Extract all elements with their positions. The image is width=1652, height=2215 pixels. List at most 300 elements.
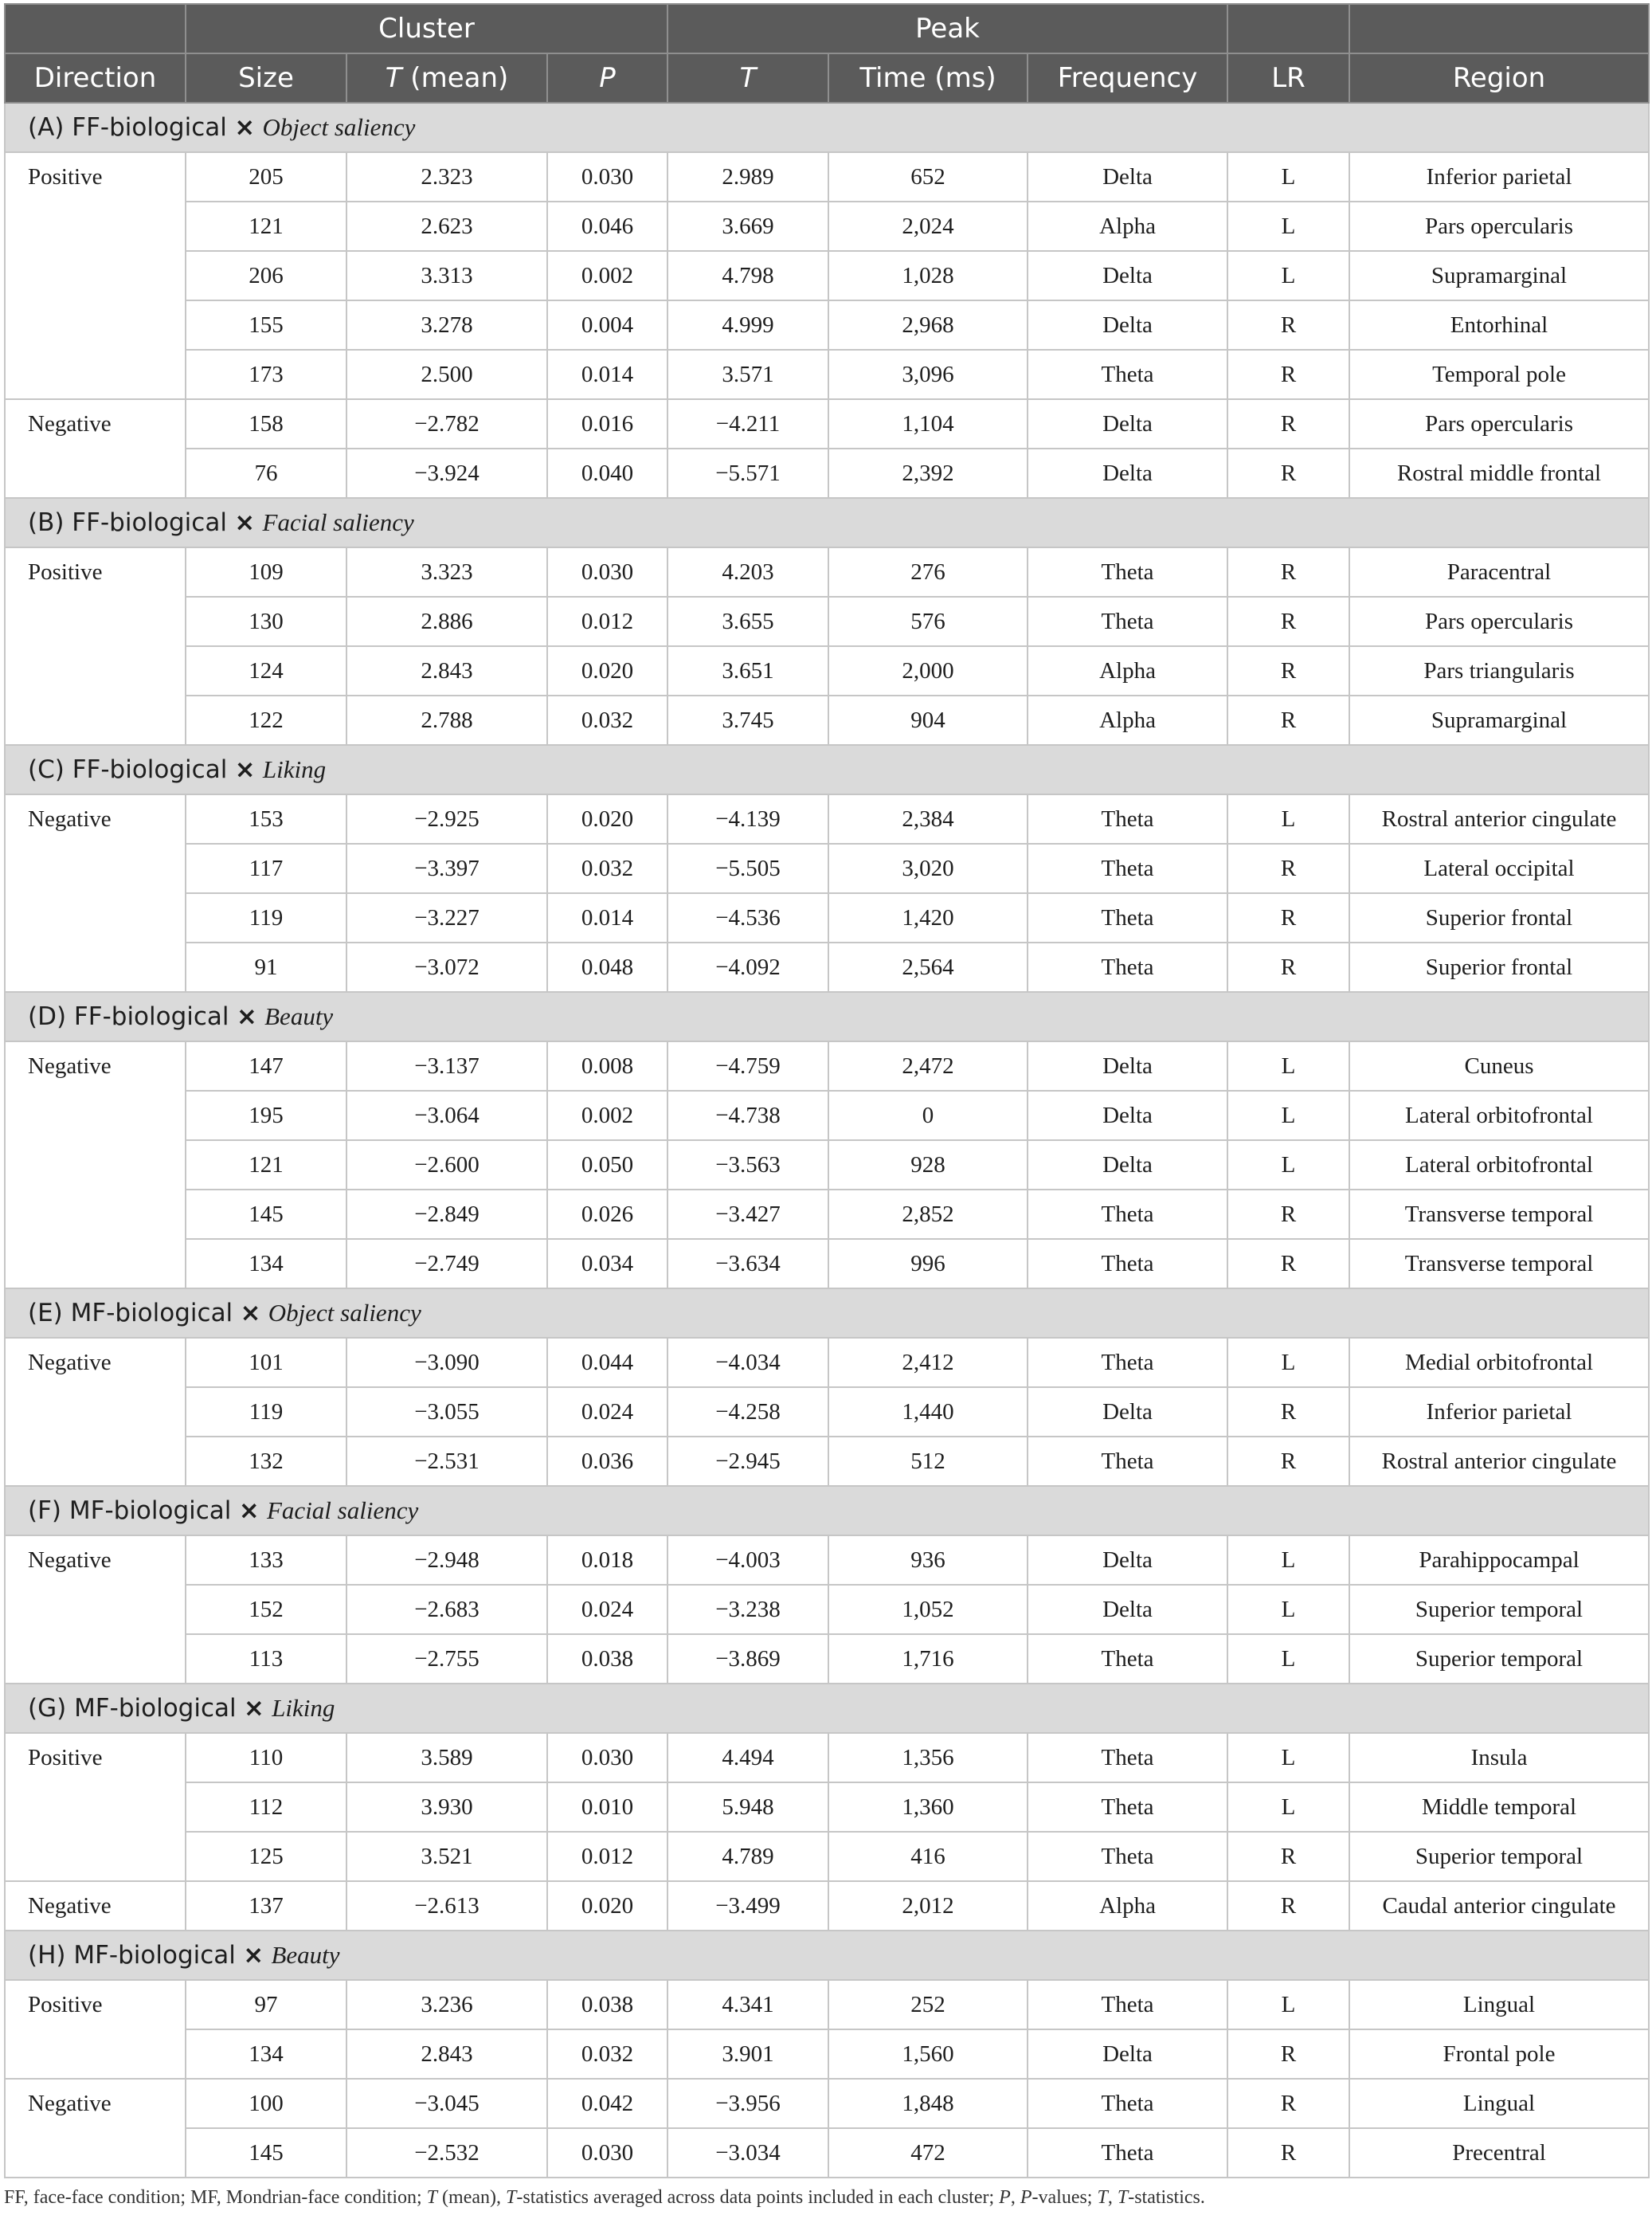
- frequency-cell: Delta: [1028, 2029, 1227, 2079]
- region-cell: Superior frontal: [1349, 943, 1649, 992]
- peak-time-cell: 472: [828, 2128, 1028, 2178]
- peak-t-cell: 2.989: [667, 152, 828, 202]
- p-value-cell: 0.024: [547, 1387, 667, 1437]
- frequency-cell: Theta: [1028, 1190, 1227, 1239]
- section-factor: Beauty: [264, 1002, 334, 1030]
- hemisphere-cell: R: [1227, 2128, 1349, 2178]
- size-cell: 155: [186, 300, 346, 350]
- interaction-symbol: ×: [240, 1299, 261, 1327]
- t-mean-cell: −3.090: [346, 1338, 547, 1387]
- frequency-cell: Delta: [1028, 1041, 1227, 1091]
- region-cell: Inferior parietal: [1349, 1387, 1649, 1437]
- section-cell: [5, 498, 1649, 547]
- cluster-results-table: [4, 3, 1650, 2178]
- region-cell: Lateral occipital: [1349, 844, 1649, 893]
- table-row: [5, 1387, 1649, 1437]
- section-label: (G) MF-biological: [28, 1694, 237, 1723]
- peak-time-cell: 1,716: [828, 1634, 1028, 1684]
- p-value-cell: 0.046: [547, 202, 667, 251]
- footnote-text: ,: [1010, 2187, 1020, 2208]
- p-value-cell: 0.040: [547, 449, 667, 498]
- hemisphere-cell: R: [1227, 696, 1349, 745]
- peak-t-cell: 3.901: [667, 2029, 828, 2079]
- frequency-cell: Theta: [1028, 1980, 1227, 2029]
- header-lr: LR: [1227, 53, 1349, 103]
- frequency-cell: Theta: [1028, 844, 1227, 893]
- hemisphere-cell: L: [1227, 1140, 1349, 1190]
- hemisphere-cell: L: [1227, 1980, 1349, 2029]
- section-cell: [5, 1684, 1649, 1733]
- peak-time-cell: 1,356: [828, 1733, 1028, 1782]
- table-row: [5, 1733, 1649, 1782]
- region-cell: Temporal pole: [1349, 350, 1649, 399]
- peak-t-cell: −4.738: [667, 1091, 828, 1140]
- p-value-cell: 0.016: [547, 399, 667, 449]
- t-mean-cell: 2.843: [346, 646, 547, 696]
- size-cell: 132: [186, 1437, 346, 1486]
- frequency-cell: Delta: [1028, 152, 1227, 202]
- peak-t-cell: 4.999: [667, 300, 828, 350]
- table-row: [5, 646, 1649, 696]
- section-cell: [5, 992, 1649, 1041]
- peak-t-cell: 3.745: [667, 696, 828, 745]
- footnote-symbol: T: [1097, 2187, 1108, 2208]
- t-mean-cell: 3.323: [346, 547, 547, 597]
- interaction-symbol: ×: [234, 113, 256, 142]
- table-row: [5, 1585, 1649, 1634]
- peak-time-cell: 2,012: [828, 1881, 1028, 1931]
- t-mean-cell: −3.227: [346, 893, 547, 943]
- frequency-cell: Theta: [1028, 794, 1227, 844]
- peak-time-cell: 2,852: [828, 1190, 1028, 1239]
- frequency-cell: Delta: [1028, 1585, 1227, 1634]
- table-row: [5, 547, 1649, 597]
- table-row: [5, 399, 1649, 449]
- p-value-cell: 0.004: [547, 300, 667, 350]
- frequency-cell: Delta: [1028, 1091, 1227, 1140]
- table-row: [5, 1881, 1649, 1931]
- region-cell: Pars opercularis: [1349, 597, 1649, 646]
- peak-t-cell: −3.634: [667, 1239, 828, 1288]
- t-mean-cell: −3.055: [346, 1387, 547, 1437]
- header-size: Size: [186, 53, 346, 103]
- region-cell: Transverse temporal: [1349, 1239, 1649, 1288]
- peak-time-cell: 576: [828, 597, 1028, 646]
- footnote-text: ,: [1107, 2187, 1118, 2208]
- region-cell: Paracentral: [1349, 547, 1649, 597]
- table-row: [5, 1338, 1649, 1387]
- t-mean-cell: −3.072: [346, 943, 547, 992]
- footnote-text: -values;: [1032, 2187, 1098, 2208]
- region-cell: Pars opercularis: [1349, 399, 1649, 449]
- frequency-cell: Theta: [1028, 547, 1227, 597]
- peak-t-cell: −5.505: [667, 844, 828, 893]
- frequency-cell: Delta: [1028, 251, 1227, 300]
- section-row: [5, 498, 1649, 547]
- peak-t-cell: 5.948: [667, 1782, 828, 1832]
- footnote-symbol: T: [426, 2187, 438, 2208]
- section-label: (F) MF-biological: [28, 1496, 232, 1525]
- peak-time-cell: 3,096: [828, 350, 1028, 399]
- footnote-text: -statistics averaged across data points included in each cluster;: [516, 2187, 1000, 2208]
- footnote-text: (mean),: [437, 2187, 506, 2208]
- p-value-cell: 0.012: [547, 597, 667, 646]
- interaction-symbol: ×: [234, 755, 256, 784]
- peak-time-cell: 0: [828, 1091, 1028, 1140]
- size-cell: 134: [186, 2029, 346, 2079]
- section-cell: [5, 103, 1649, 152]
- direction-cell: Negative: [5, 1338, 186, 1486]
- size-cell: 124: [186, 646, 346, 696]
- size-cell: 195: [186, 1091, 346, 1140]
- header-spacer: [5, 4, 186, 53]
- table-body: [5, 103, 1649, 2178]
- t-mean-cell: 2.788: [346, 696, 547, 745]
- direction-cell: Negative: [5, 1535, 186, 1684]
- hemisphere-cell: R: [1227, 350, 1349, 399]
- frequency-cell: Theta: [1028, 1239, 1227, 1288]
- t-mean-cell: −2.749: [346, 1239, 547, 1288]
- t-mean-cell: 2.886: [346, 597, 547, 646]
- header-frequency: Frequency: [1028, 53, 1227, 103]
- frequency-cell: Theta: [1028, 350, 1227, 399]
- p-value-cell: 0.044: [547, 1338, 667, 1387]
- hemisphere-cell: L: [1227, 1585, 1349, 1634]
- frequency-cell: Theta: [1028, 1437, 1227, 1486]
- table-row: [5, 844, 1649, 893]
- table-row: [5, 943, 1649, 992]
- hemisphere-cell: L: [1227, 1634, 1349, 1684]
- peak-t-cell: −2.945: [667, 1437, 828, 1486]
- hemisphere-cell: R: [1227, 943, 1349, 992]
- header-spacer: [1227, 4, 1349, 53]
- region-cell: Supramarginal: [1349, 696, 1649, 745]
- hemisphere-cell: L: [1227, 1782, 1349, 1832]
- peak-t-cell: −3.034: [667, 2128, 828, 2178]
- p-value-cell: 0.030: [547, 2128, 667, 2178]
- peak-time-cell: 3,020: [828, 844, 1028, 893]
- p-value-cell: 0.026: [547, 1190, 667, 1239]
- t-mean-cell: −2.683: [346, 1585, 547, 1634]
- p-value-cell: 0.014: [547, 350, 667, 399]
- frequency-cell: Theta: [1028, 2128, 1227, 2178]
- table-row: [5, 794, 1649, 844]
- t-mean-cell: −2.948: [346, 1535, 547, 1585]
- region-cell: Superior temporal: [1349, 1634, 1649, 1684]
- peak-time-cell: 1,560: [828, 2029, 1028, 2079]
- region-cell: Rostral middle frontal: [1349, 449, 1649, 498]
- size-cell: 109: [186, 547, 346, 597]
- frequency-cell: Theta: [1028, 1338, 1227, 1387]
- header-t-mean-suffix: (mean): [401, 62, 509, 94]
- section-cell: [5, 1288, 1649, 1338]
- table-header: [5, 4, 1649, 103]
- section-row: [5, 1931, 1649, 1980]
- peak-t-cell: −4.258: [667, 1387, 828, 1437]
- peak-time-cell: 1,848: [828, 2079, 1028, 2128]
- t-mean-cell: 3.278: [346, 300, 547, 350]
- header-column-row: [5, 53, 1649, 103]
- section-cell: [5, 745, 1649, 794]
- hemisphere-cell: R: [1227, 2079, 1349, 2128]
- region-cell: Superior temporal: [1349, 1585, 1649, 1634]
- hemisphere-cell: R: [1227, 300, 1349, 350]
- p-value-cell: 0.020: [547, 794, 667, 844]
- frequency-cell: Theta: [1028, 1733, 1227, 1782]
- hemisphere-cell: L: [1227, 794, 1349, 844]
- size-cell: 134: [186, 1239, 346, 1288]
- table-row: [5, 1239, 1649, 1288]
- p-value-cell: 0.010: [547, 1782, 667, 1832]
- header-group-cluster: Cluster: [186, 4, 667, 53]
- frequency-cell: Theta: [1028, 943, 1227, 992]
- peak-time-cell: 2,564: [828, 943, 1028, 992]
- t-mean-cell: 2.843: [346, 2029, 547, 2079]
- peak-time-cell: 936: [828, 1535, 1028, 1585]
- peak-t-cell: −3.427: [667, 1190, 828, 1239]
- peak-t-cell: −4.536: [667, 893, 828, 943]
- size-cell: 206: [186, 251, 346, 300]
- size-cell: 91: [186, 943, 346, 992]
- frequency-cell: Theta: [1028, 2079, 1227, 2128]
- footnote-text: FF, face-face condition; MF, Mondrian-face condition;: [4, 2187, 427, 2208]
- peak-t-cell: −4.003: [667, 1535, 828, 1585]
- peak-time-cell: 996: [828, 1239, 1028, 1288]
- region-cell: Caudal anterior cingulate: [1349, 1881, 1649, 1931]
- peak-time-cell: 512: [828, 1437, 1028, 1486]
- hemisphere-cell: R: [1227, 844, 1349, 893]
- table-row: [5, 202, 1649, 251]
- section-row: [5, 103, 1649, 152]
- size-cell: 100: [186, 2079, 346, 2128]
- size-cell: 133: [186, 1535, 346, 1585]
- peak-t-cell: 4.789: [667, 1832, 828, 1881]
- section-factor: Beauty: [271, 1941, 340, 1969]
- size-cell: 97: [186, 1980, 346, 2029]
- table-row: [5, 696, 1649, 745]
- peak-t-cell: 3.571: [667, 350, 828, 399]
- size-cell: 117: [186, 844, 346, 893]
- section-factor: Facial saliency: [262, 508, 414, 536]
- size-cell: 121: [186, 1140, 346, 1190]
- region-cell: Frontal pole: [1349, 2029, 1649, 2079]
- region-cell: Rostral anterior cingulate: [1349, 794, 1649, 844]
- peak-t-cell: −4.092: [667, 943, 828, 992]
- table-row: [5, 2128, 1649, 2178]
- peak-time-cell: 252: [828, 1980, 1028, 2029]
- t-mean-cell: −3.924: [346, 449, 547, 498]
- direction-cell: Positive: [5, 547, 186, 745]
- t-mean-cell: 3.521: [346, 1832, 547, 1881]
- footnote-symbol: P: [999, 2187, 1011, 2208]
- interaction-symbol: ×: [243, 1694, 264, 1723]
- direction-cell: Negative: [5, 794, 186, 992]
- footnote-symbol: T: [1117, 2187, 1129, 2208]
- p-value-cell: 0.002: [547, 251, 667, 300]
- table-row: [5, 1190, 1649, 1239]
- region-cell: Pars opercularis: [1349, 202, 1649, 251]
- header-t-mean: [346, 53, 547, 103]
- region-cell: Insula: [1349, 1733, 1649, 1782]
- p-value-cell: 0.030: [547, 152, 667, 202]
- hemisphere-cell: L: [1227, 152, 1349, 202]
- peak-time-cell: 2,392: [828, 449, 1028, 498]
- size-cell: 158: [186, 399, 346, 449]
- region-cell: Medial orbitofrontal: [1349, 1338, 1649, 1387]
- section-factor: Facial saliency: [267, 1496, 419, 1524]
- section-row: [5, 745, 1649, 794]
- peak-time-cell: 2,000: [828, 646, 1028, 696]
- frequency-cell: Theta: [1028, 597, 1227, 646]
- peak-time-cell: 652: [828, 152, 1028, 202]
- peak-time-cell: 416: [828, 1832, 1028, 1881]
- section-label: (H) MF-biological: [28, 1941, 236, 1970]
- hemisphere-cell: L: [1227, 1041, 1349, 1091]
- peak-time-cell: 1,420: [828, 893, 1028, 943]
- header-t-mean-symbol: T: [385, 62, 402, 94]
- section-cell: [5, 1486, 1649, 1535]
- section-label: (D) FF-biological: [28, 1002, 229, 1031]
- frequency-cell: Alpha: [1028, 646, 1227, 696]
- size-cell: 153: [186, 794, 346, 844]
- hemisphere-cell: R: [1227, 1387, 1349, 1437]
- peak-t-cell: 3.651: [667, 646, 828, 696]
- size-cell: 110: [186, 1733, 346, 1782]
- frequency-cell: Theta: [1028, 893, 1227, 943]
- p-value-cell: 0.032: [547, 2029, 667, 2079]
- p-value-cell: 0.012: [547, 1832, 667, 1881]
- peak-time-cell: 276: [828, 547, 1028, 597]
- peak-t-cell: 4.798: [667, 251, 828, 300]
- t-mean-cell: −2.849: [346, 1190, 547, 1239]
- peak-time-cell: 2,384: [828, 794, 1028, 844]
- direction-cell: Positive: [5, 152, 186, 399]
- p-value-cell: 0.032: [547, 696, 667, 745]
- section-factor: Object saliency: [268, 1299, 421, 1327]
- hemisphere-cell: L: [1227, 1733, 1349, 1782]
- size-cell: 122: [186, 696, 346, 745]
- t-mean-cell: −2.531: [346, 1437, 547, 1486]
- direction-cell: Positive: [5, 1733, 186, 1881]
- t-mean-cell: 3.589: [346, 1733, 547, 1782]
- peak-t-cell: −4.034: [667, 1338, 828, 1387]
- peak-time-cell: 2,968: [828, 300, 1028, 350]
- table-row: [5, 449, 1649, 498]
- p-value-cell: 0.014: [547, 893, 667, 943]
- size-cell: 119: [186, 1387, 346, 1437]
- p-value-cell: 0.050: [547, 1140, 667, 1190]
- peak-time-cell: 2,024: [828, 202, 1028, 251]
- peak-t-cell: −3.238: [667, 1585, 828, 1634]
- region-cell: Superior temporal: [1349, 1832, 1649, 1881]
- t-mean-cell: −2.755: [346, 1634, 547, 1684]
- region-cell: Middle temporal: [1349, 1782, 1649, 1832]
- table-row: [5, 300, 1649, 350]
- table-row: [5, 597, 1649, 646]
- hemisphere-cell: L: [1227, 202, 1349, 251]
- region-cell: Rostral anterior cingulate: [1349, 1437, 1649, 1486]
- p-value-cell: 0.038: [547, 1980, 667, 2029]
- t-mean-cell: −2.925: [346, 794, 547, 844]
- hemisphere-cell: R: [1227, 1881, 1349, 1931]
- t-mean-cell: −2.782: [346, 399, 547, 449]
- interaction-symbol: ×: [234, 508, 256, 537]
- size-cell: 101: [186, 1338, 346, 1387]
- peak-t-cell: 3.669: [667, 202, 828, 251]
- peak-t-cell: 3.655: [667, 597, 828, 646]
- peak-time-cell: 904: [828, 696, 1028, 745]
- region-cell: Lateral orbitofrontal: [1349, 1091, 1649, 1140]
- p-value-cell: 0.020: [547, 1881, 667, 1931]
- direction-cell: Negative: [5, 1041, 186, 1288]
- table-row: [5, 1091, 1649, 1140]
- peak-time-cell: 2,472: [828, 1041, 1028, 1091]
- header-p-value: [547, 53, 667, 103]
- region-cell: Superior frontal: [1349, 893, 1649, 943]
- hemisphere-cell: R: [1227, 547, 1349, 597]
- frequency-cell: Delta: [1028, 300, 1227, 350]
- header-direction: Direction: [5, 53, 186, 103]
- hemisphere-cell: R: [1227, 1437, 1349, 1486]
- table-row: [5, 1437, 1649, 1486]
- hemisphere-cell: R: [1227, 1832, 1349, 1881]
- peak-t-cell: 4.341: [667, 1980, 828, 2029]
- table-row: [5, 1535, 1649, 1585]
- hemisphere-cell: R: [1227, 597, 1349, 646]
- region-cell: Cuneus: [1349, 1041, 1649, 1091]
- header-p-symbol: P: [599, 62, 616, 94]
- results-table-container: [4, 3, 1648, 2178]
- p-value-cell: 0.020: [547, 646, 667, 696]
- table-row: [5, 152, 1649, 202]
- p-value-cell: 0.008: [547, 1041, 667, 1091]
- table-row: [5, 251, 1649, 300]
- size-cell: 113: [186, 1634, 346, 1684]
- direction-cell: Positive: [5, 1980, 186, 2079]
- table-row: [5, 1832, 1649, 1881]
- hemisphere-cell: R: [1227, 1190, 1349, 1239]
- hemisphere-cell: R: [1227, 893, 1349, 943]
- footnote-symbol: T: [506, 2187, 517, 2208]
- t-mean-cell: −3.064: [346, 1091, 547, 1140]
- section-label: (E) MF-biological: [28, 1299, 233, 1327]
- hemisphere-cell: L: [1227, 1091, 1349, 1140]
- t-mean-cell: 3.313: [346, 251, 547, 300]
- t-mean-cell: 3.930: [346, 1782, 547, 1832]
- peak-time-cell: 1,440: [828, 1387, 1028, 1437]
- table-row: [5, 893, 1649, 943]
- frequency-cell: Alpha: [1028, 202, 1227, 251]
- direction-cell: Negative: [5, 1881, 186, 1931]
- size-cell: 147: [186, 1041, 346, 1091]
- region-cell: Precentral: [1349, 2128, 1649, 2178]
- table-row: [5, 2029, 1649, 2079]
- frequency-cell: Delta: [1028, 1535, 1227, 1585]
- direction-cell: Negative: [5, 399, 186, 498]
- peak-time-cell: 1,104: [828, 399, 1028, 449]
- region-cell: Entorhinal: [1349, 300, 1649, 350]
- p-value-cell: 0.048: [547, 943, 667, 992]
- section-row: [5, 1684, 1649, 1733]
- peak-t-cell: 4.494: [667, 1733, 828, 1782]
- table-row: [5, 1782, 1649, 1832]
- t-mean-cell: −2.613: [346, 1881, 547, 1931]
- size-cell: 125: [186, 1832, 346, 1881]
- section-label: (B) FF-biological: [28, 508, 227, 537]
- peak-t-cell: −3.869: [667, 1634, 828, 1684]
- region-cell: Supramarginal: [1349, 251, 1649, 300]
- p-value-cell: 0.030: [547, 1733, 667, 1782]
